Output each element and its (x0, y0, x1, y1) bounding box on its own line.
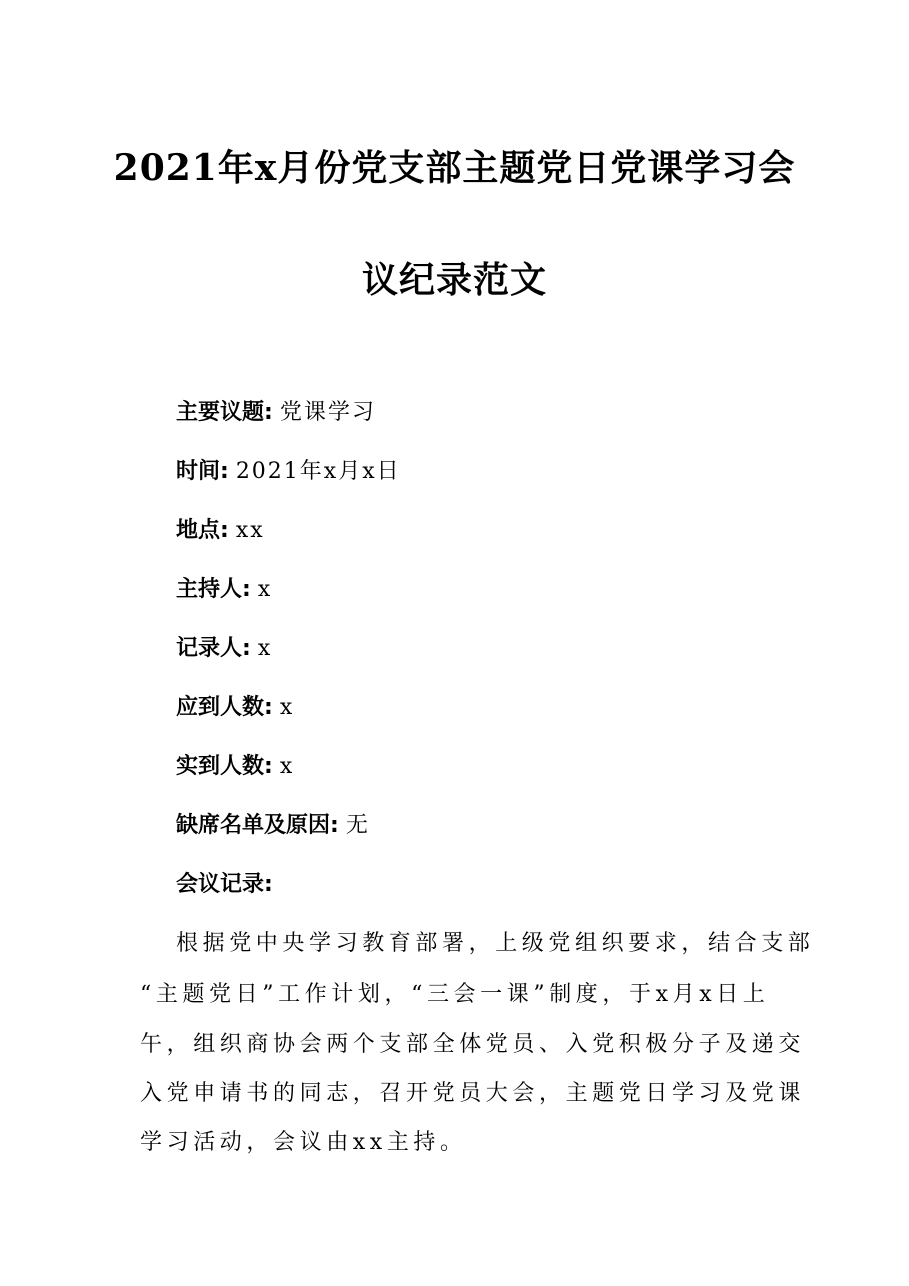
field-value: xx (235, 518, 265, 543)
field-host (176, 575, 272, 605)
field-time (176, 457, 401, 487)
paragraph-line: 午，组织商协会两个支部全体党员、入党积极分子及递交 (140, 1032, 806, 1057)
field-value: x (257, 577, 273, 602)
field-expected-attendees (176, 693, 294, 723)
field-label: 记录人: (176, 636, 251, 661)
paragraph-line: “主题党日”工作计划，“三会一课”制度，于x月x日上 (140, 982, 770, 1007)
field-label: 时间: (176, 459, 229, 484)
paragraph-line: 根据党中央学习教育部署，上级党组织要求，结合支部 (176, 931, 815, 956)
field-recorder (176, 634, 272, 664)
field-actual-attendees (176, 752, 294, 782)
paragraph-line: 学习活动，会议由xx主持。 (140, 1130, 467, 1155)
field-value: 无 (345, 813, 370, 838)
document-title-line-2: 议纪录范文 (361, 259, 547, 301)
field-label: 主要议题: (176, 400, 273, 425)
field-value: x (257, 636, 273, 661)
field-label: 缺席名单及原因: (176, 813, 339, 838)
paragraph-line: 入党申请书的同志，召开党员大会，主题党日学习及党课 (140, 1081, 806, 1106)
document-title-line-1: 2021年x月份党支部主题党日党课学习会 (113, 147, 796, 189)
field-absentees (176, 811, 370, 841)
field-value: x (279, 695, 295, 720)
field-label: 应到人数: (176, 695, 273, 720)
field-label: 主持人: (176, 577, 251, 602)
field-main-topic (176, 398, 376, 428)
field-meeting-record (176, 870, 273, 900)
field-value: x (279, 754, 295, 779)
field-value: 党课学习 (279, 400, 376, 425)
field-location (176, 516, 265, 546)
field-label: 地点: (176, 518, 229, 543)
field-label: 会议记录: (176, 872, 273, 897)
field-label: 实到人数: (176, 754, 273, 779)
field-value: 2021年x月x日 (235, 459, 401, 484)
